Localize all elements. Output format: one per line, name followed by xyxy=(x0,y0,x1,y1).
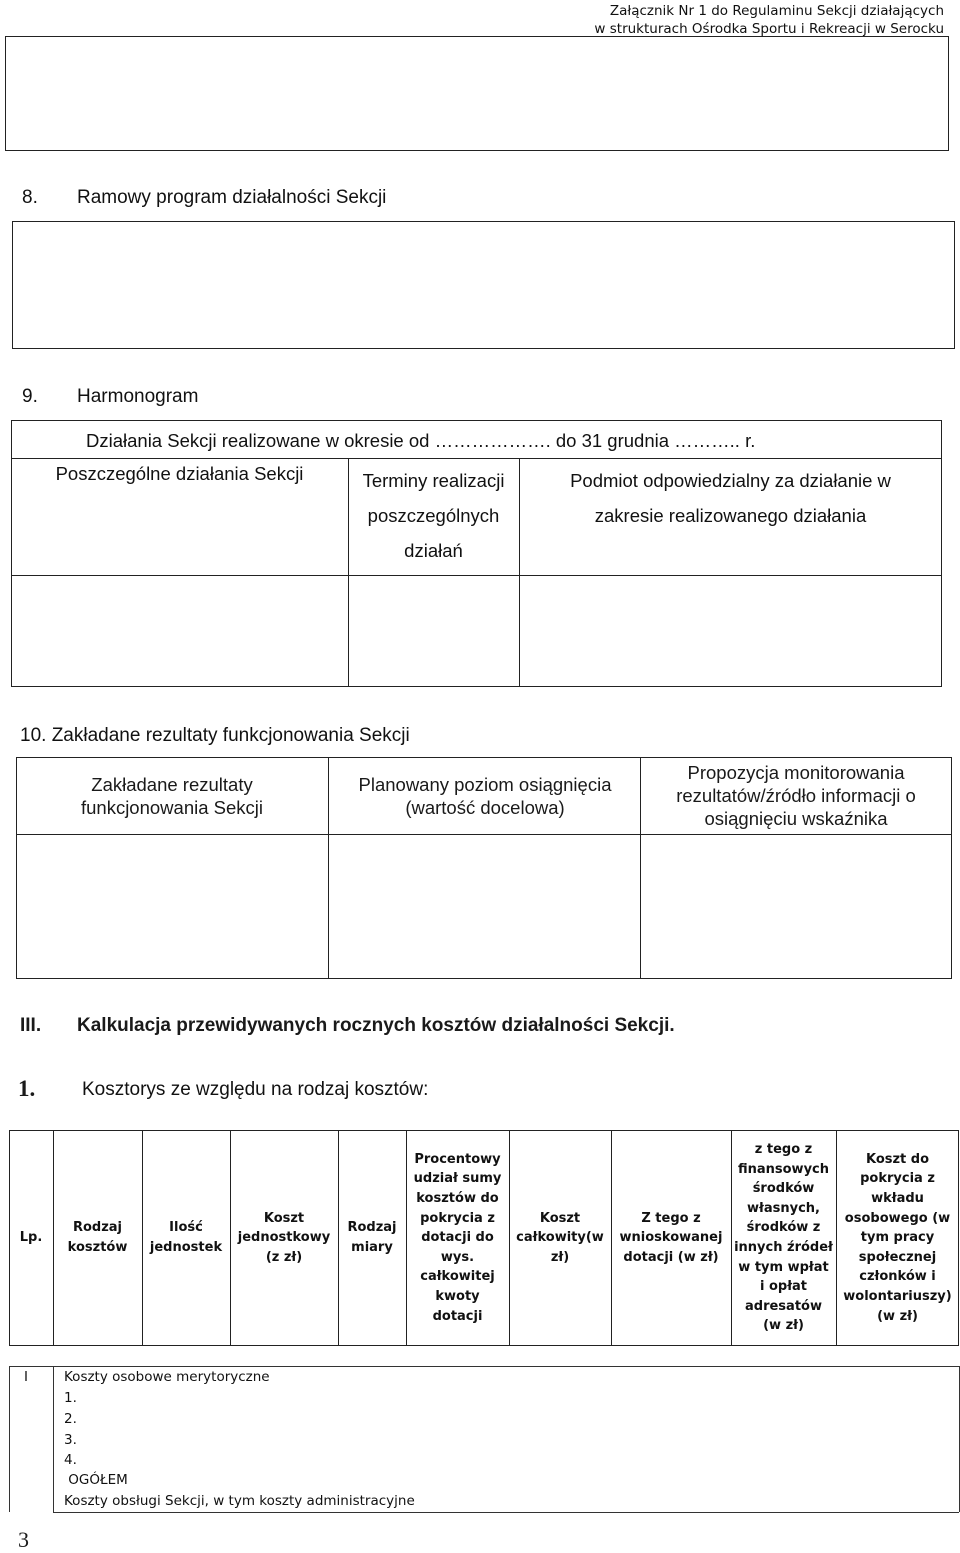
cost-body-divider xyxy=(53,1366,54,1512)
schedule-col3-header xyxy=(519,463,942,533)
section-8-box xyxy=(12,221,955,349)
section-8-number: 8. xyxy=(22,187,38,208)
schedule-col1-header: Poszczególne działania Sekcji xyxy=(55,463,304,484)
results-col1-header: Zakładane rezultaty funkcjonowania Sekcji xyxy=(80,773,264,818)
cost-row-personal: Koszty osobowe merytoryczne xyxy=(64,1369,270,1385)
cost-header-lp: Lp. xyxy=(19,1230,43,1246)
cost-header-koszt-jednostkowy: Koszt jednostkowy (z zł) xyxy=(237,1210,331,1265)
cost-header-srodki-wlasne: z tego z finansowych środków własnych, środków z innych źródeł w tym wpłat i opłat adresatów (w zł) xyxy=(734,1142,833,1334)
cost-header-rodzaj-kosztow: Rodzaj kosztów xyxy=(67,1220,128,1255)
cost-header-z-dotacji: Z tego z wnioskowanej dotacji (w zł) xyxy=(619,1210,723,1265)
cost-row-2: 2. xyxy=(64,1411,77,1427)
section-8-title: Ramowy program działalności Sekcji xyxy=(77,187,387,208)
header-line-1: Załącznik Nr 1 do Regulaminu Sekcji działających xyxy=(609,3,944,19)
subsection-1-title: Kosztorys ze względu na rodzaj kosztów: xyxy=(82,1079,429,1100)
page-number: 3 xyxy=(18,1527,29,1552)
results-col2-header: Planowany poziom osiągnięcia (wartość docelowa) xyxy=(358,773,612,818)
schedule-col2-line1: Terminy realizacji xyxy=(362,470,505,491)
section-9-title: Harmonogram xyxy=(77,386,199,407)
results-col3-header: Propozycja monitorowania rezultatów/źródło informacji o osiągnięciu wskaźnika xyxy=(676,762,916,829)
cost-body-bottom xyxy=(53,1512,959,1513)
document-header xyxy=(594,2,944,38)
schedule-col2-header xyxy=(348,463,519,568)
previous-section-box xyxy=(5,36,949,151)
section-iii-title: Kalkulacja przewidywanych rocznych kosztów działalności Sekcji. xyxy=(77,1015,675,1036)
schedule-period-divider xyxy=(11,458,942,459)
cost-row-admin: Koszty obsługi Sekcji, w tym koszty administracyjne xyxy=(64,1493,415,1509)
cost-header-koszt-calkowity: Koszt całkowity(w zł) xyxy=(516,1210,604,1265)
cost-header-rodzaj-miary: Rodzaj miary xyxy=(347,1220,397,1255)
cost-header-ilosc: Ilość jednostek xyxy=(149,1220,223,1255)
cost-body-top xyxy=(9,1366,959,1367)
cost-row-1: 1. xyxy=(64,1390,77,1406)
cost-header-wklad-osobowy: Koszt do pokrycia z wkładu osobowego (w tym pracy społecznej członków i wolontariuszy) (w zł) xyxy=(843,1151,952,1324)
results-header-divider xyxy=(16,834,952,835)
cost-row-total: OGÓŁEM xyxy=(64,1472,128,1488)
cost-body-left xyxy=(9,1366,10,1512)
cost-row-4: 4. xyxy=(64,1452,77,1468)
schedule-col2-line2: poszczególnych xyxy=(367,505,500,526)
cost-row-3: 3. xyxy=(64,1432,77,1448)
section-iii-number: III. xyxy=(20,1015,42,1036)
section-9-number: 9. xyxy=(22,386,38,407)
schedule-col3-line2: zakresie realizowanego działania xyxy=(594,505,867,526)
schedule-col2-line3: działań xyxy=(404,540,463,561)
schedule-col3-line1: Podmiot odpowiedzialny za działanie w xyxy=(570,470,891,491)
schedule-header-divider xyxy=(11,575,942,576)
cost-group-number: I xyxy=(24,1369,28,1385)
cost-header-procentowy: Procentowy udział sumy kosztów do pokrycia z dotacji do wys. całkowitej kwoty dotacji xyxy=(413,1151,502,1324)
subsection-1-number: 1. xyxy=(18,1076,36,1101)
results-col-divider-2 xyxy=(640,757,641,979)
header-line-2: w strukturach Ośrodka Sportu i Rekreacji w Serocku xyxy=(594,21,944,37)
results-col-divider-1 xyxy=(328,757,329,979)
schedule-period: Działania Sekcji realizowane w okresie od ………………. do 31 grudnia ……….. r. xyxy=(86,430,756,451)
section-10-title: 10. Zakładane rezultaty funkcjonowania Sekcji xyxy=(20,725,410,746)
